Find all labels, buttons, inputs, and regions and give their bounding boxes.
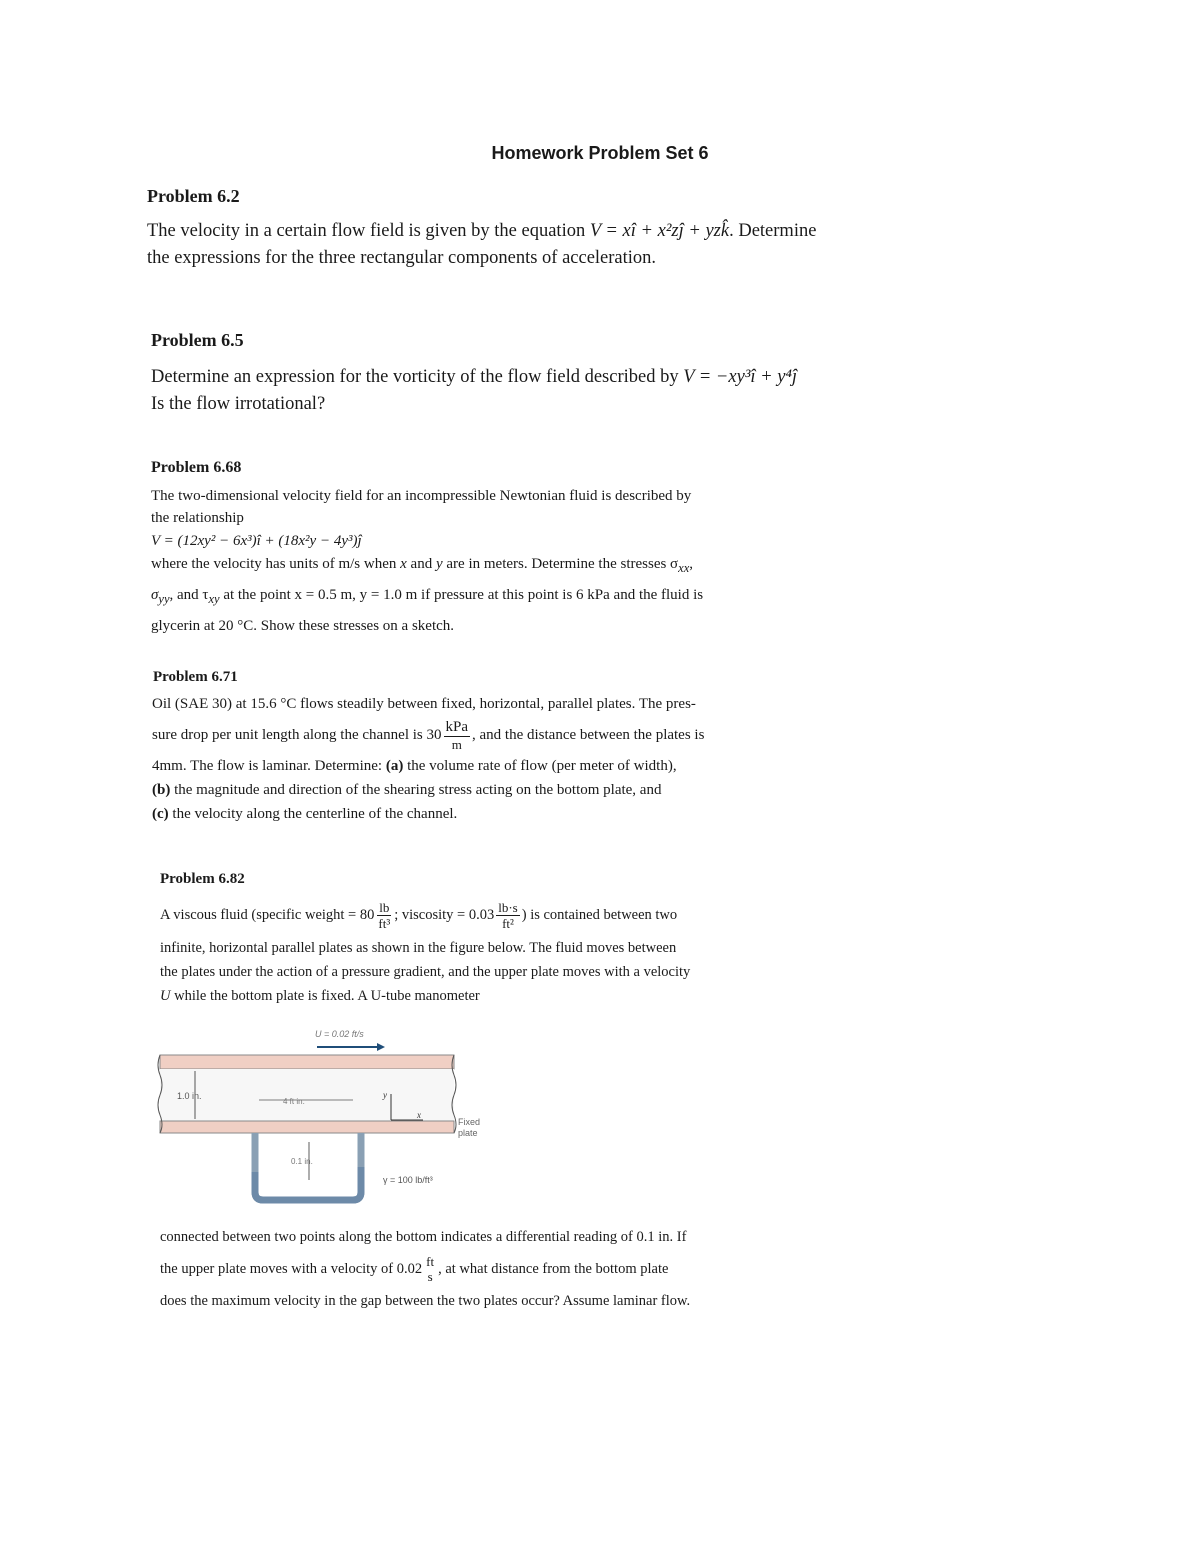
problem-6-68-text xyxy=(151,484,1051,638)
problem-6-71-line-3 xyxy=(152,754,1052,778)
manometer-fluid xyxy=(255,1167,361,1200)
viscosity-unit xyxy=(496,901,520,930)
problem-6-68-title: Problem 6.68 xyxy=(151,459,242,476)
problem-6-71-line-2 xyxy=(152,716,1052,754)
fraction-numerator: ft xyxy=(426,1254,435,1269)
variable-x: x xyxy=(400,556,407,572)
problem-6-5-line-1 xyxy=(151,364,1051,391)
problem-6-82-line-2: infinite, horizontal parallel plates as shown in the figure below. The fluid moves between xyxy=(160,940,677,956)
part-c-label: (c) xyxy=(152,806,169,822)
problem-6-71-line-4 xyxy=(152,778,1052,802)
problem-6-68-and: and xyxy=(406,556,436,572)
problem-6-68-line-2: the relationship xyxy=(151,510,244,526)
problem-6-71-line-5-post: the velocity along the centerline of the channel. xyxy=(168,806,458,822)
problem-6-2-title: Problem 6.2 xyxy=(147,186,240,206)
reading-label: 0.1 in. xyxy=(291,1157,313,1166)
subscript-xx: xx xyxy=(678,561,690,575)
problem-6-82-line-1 xyxy=(160,894,1060,936)
problem-6-2-line-2: the expressions for the three rectangular components of acceleration. xyxy=(147,248,657,268)
problem-6-71-line-4-post: the magnitude and direction of the shearing stress acting on the bottom plate, and xyxy=(170,782,662,798)
fixed-plate-label-2: plate xyxy=(458,1128,478,1138)
sigma-symbol: σ xyxy=(151,587,159,603)
y-axis-label: y xyxy=(383,1090,387,1100)
velocity-label: U = 0.02 ft/s xyxy=(315,1029,364,1039)
fraction-denominator: ft² xyxy=(502,915,514,931)
problem-6-68-line-4-post: are in meters. Determine the stresses σ xyxy=(442,556,679,572)
problem-6-5-equation: V = −xy³î + y⁴ĵ xyxy=(683,367,798,387)
problem-6-82-line-4-post: while the bottom plate is fixed. A U-tube manometer xyxy=(170,988,480,1004)
upper-plate xyxy=(160,1055,454,1069)
problem-6-82-line-6-pre: the upper plate moves with a velocity of 0.02 xyxy=(160,1261,423,1277)
problem-6-2-equation: V = xî + x²zĵ + yzk̂ xyxy=(589,221,730,241)
subscript-xy: xy xyxy=(208,592,220,606)
variable-u: U xyxy=(160,988,171,1004)
fraction-denominator: ft³ xyxy=(378,915,391,931)
problem-6-82-line-7: does the maximum velocity in the gap between the two plates occur? Assume laminar flow. xyxy=(160,1293,691,1309)
fraction-denominator: m xyxy=(451,736,462,752)
problem-6-71-line-1: Oil (SAE 30) at 15.6 °C flows steadily between fixed, horizontal, parallel plates. The pres- xyxy=(152,696,696,712)
spacing-label: 4 ft in. xyxy=(283,1097,305,1106)
problem-6-82-line-1-mid: ; viscosity = 0.03 xyxy=(394,907,495,923)
gamma-label: γ = 100 lb/ft³ xyxy=(383,1175,433,1185)
problem-6-68-equation: V = (12xy² − 6x³)î + (18x²y − 4y³)ĵ xyxy=(151,533,362,549)
problem-6-82-line-5: connected between two points along the bottom indicates a differential reading of 0.1 in. If xyxy=(160,1229,687,1245)
problem-6-68-line-6: glycerin at 20 °C. Show these stresses on a sketch. xyxy=(151,618,455,634)
u-tube-manometer xyxy=(255,1133,361,1200)
problem-6-68-line-5-post: at the point x = 0.5 m, y = 1.0 m if pressure at this point is 6 kPa and the fluid is xyxy=(219,587,704,603)
variable-y: y xyxy=(435,556,443,572)
problem-6-2-text xyxy=(147,218,1047,272)
fraction-denominator: s xyxy=(427,1269,433,1284)
problem-6-5-line-1-pre: Determine an expression for the vorticity of the flow field described by xyxy=(151,367,684,387)
problem-6-2-line-1-pre: The velocity in a certain flow field is given by the equation xyxy=(147,221,590,241)
gap-label: 1.0 in. xyxy=(177,1091,202,1101)
problem-6-82-line-1-post: ) is contained between two xyxy=(521,907,678,923)
x-axis-label: x xyxy=(417,1110,421,1120)
velocity-arrowhead xyxy=(377,1043,385,1051)
problem-6-5-text xyxy=(151,364,1051,418)
fixed-plate-label-1: Fixed xyxy=(458,1117,481,1127)
problem-6-2-line-1 xyxy=(147,218,1047,245)
fluid-gap xyxy=(160,1069,454,1121)
problem-6-82-line-6-post: , at what distance from the bottom plate xyxy=(438,1261,669,1277)
page-title: Homework Problem Set 6 xyxy=(491,143,709,163)
problem-6-71-line-3-post: the volume rate of flow (per meter of width), xyxy=(403,758,677,774)
problem-6-82-text-top xyxy=(160,894,1060,1008)
tau-symbol: , and τ xyxy=(169,587,209,603)
part-b-label: (b) xyxy=(152,782,171,798)
problem-6-82-line-6 xyxy=(160,1249,1060,1289)
problem-6-68-line-5 xyxy=(151,583,1051,611)
subscript-yy: yy xyxy=(158,592,170,606)
problem-6-82-line-1-pre: A viscous fluid (specific weight = 80 xyxy=(160,907,375,923)
problem-6-82-line-3: the plates under the action of a pressure gradient, and the upper plate moves with a velocity xyxy=(160,964,691,980)
problem-6-71-title: Problem 6.71 xyxy=(153,669,238,685)
problem-6-71-text xyxy=(152,692,1052,826)
specific-weight-unit xyxy=(376,901,392,930)
problem-6-2-line-1-post: . Determine xyxy=(729,221,817,241)
problem-6-71-line-3-pre: 4mm. The flow is laminar. Determine: xyxy=(152,758,386,774)
problem-6-68-line-4 xyxy=(151,552,1051,580)
problem-6-5-title: Problem 6.5 xyxy=(151,330,244,350)
bottom-plate xyxy=(160,1121,454,1133)
pressure-gradient-unit xyxy=(444,720,471,751)
fraction-numerator: lb·s xyxy=(498,899,518,915)
problem-6-5-line-2: Is the flow irrotational? xyxy=(151,394,326,414)
problem-6-71-line-5 xyxy=(152,802,1052,826)
problem-6-68-line-4-end: , xyxy=(689,556,694,572)
problem-6-68-line-4-pre: where the velocity has units of m/s when xyxy=(151,556,401,572)
channel-figure xyxy=(155,1022,495,1207)
problem-6-68-line-1: The two-dimensional velocity field for an incompressible Newtonian fluid is described by xyxy=(151,488,692,504)
problem-6-82-text-bottom xyxy=(160,1225,1060,1313)
fraction-numerator: lb xyxy=(379,899,390,915)
part-a-label: (a) xyxy=(385,758,404,774)
problem-6-71-line-2-pre: sure drop per unit length along the channel is 30 xyxy=(152,727,442,743)
problem-6-82-line-4 xyxy=(160,984,1060,1008)
fraction-numerator: kPa xyxy=(445,718,469,735)
problem-6-71-line-2-post: , and the distance between the plates is xyxy=(472,727,705,743)
velocity-unit xyxy=(424,1255,436,1283)
problem-6-82-title: Problem 6.82 xyxy=(160,871,245,887)
